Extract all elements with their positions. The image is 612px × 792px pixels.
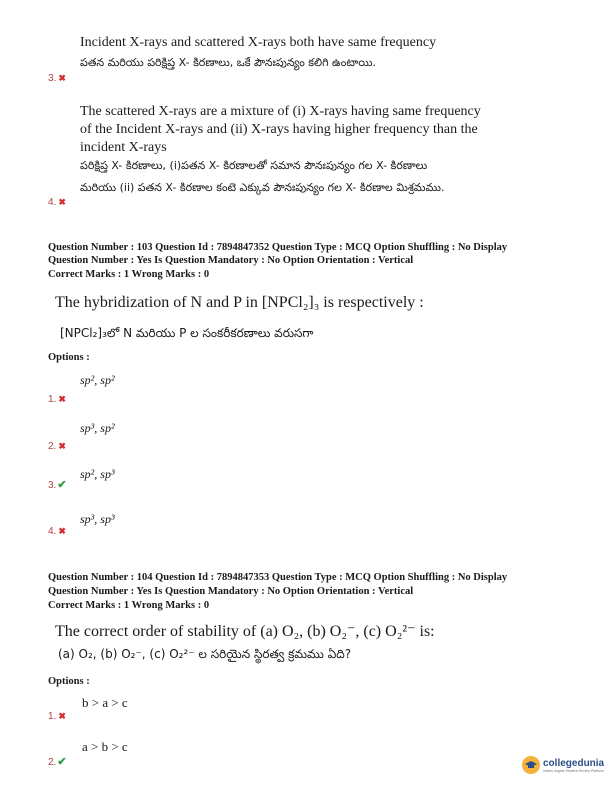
q103-option3-text: sp², sp³ xyxy=(80,467,115,481)
q102-option4-telugu-line1: పరిక్షిప్త X- కిరణాలు, (i)పతన X- కిరణాలతో సమాన పౌనఃపున్యం గల X- కిరణాలు xyxy=(80,159,428,172)
watermark-brand: collegedunia xyxy=(543,757,605,769)
cross-icon: ✖ xyxy=(58,441,66,451)
cross-icon: ✖ xyxy=(58,73,66,83)
check-icon: ✔ xyxy=(57,479,67,491)
q102-option4-english-line2: of the Incident X-rays and (ii) X-rays having higher frequency than the xyxy=(80,122,478,137)
q103-option2-marker xyxy=(48,436,66,454)
q104-option1-text: b > a > c xyxy=(82,695,128,710)
q103-option1-marker xyxy=(48,389,66,407)
q104-options-label: Options : xyxy=(48,676,90,687)
cross-icon: ✖ xyxy=(58,711,66,721)
q104-question-telugu: (a) O₂, (b) O₂⁻, (c) O₂²⁻ ల సరియైన స్థిరత్వ క్రమము ఏది? xyxy=(58,647,352,661)
q103-meta-line1: Question Number : 103 Question Id : 7894847352 Question Type : MCQ Option Shuffling : No Display xyxy=(48,242,508,253)
collegedunia-watermark xyxy=(522,756,604,774)
q103-question-telugu: [NPCl₂]₃లో N మరియు P ల సంకరీకరణాలు వరుసగా xyxy=(60,326,314,340)
check-icon: ✔ xyxy=(57,756,67,768)
cross-icon: ✖ xyxy=(58,394,66,404)
q104-meta-line3: Correct Marks : 1 Wrong Marks : 0 xyxy=(48,600,210,611)
q102-option3-english: Incident X-rays and scattered X-rays both have same frequency xyxy=(80,35,437,50)
q104-option2-text: a > b > c xyxy=(82,739,128,754)
option-number: 3. xyxy=(48,480,57,491)
q103-option2-text: sp³, sp² xyxy=(80,421,115,435)
q104-option1-marker xyxy=(48,706,66,724)
q102-option3-telugu: పతన మరియు పరిక్షిప్త X- కిరణాలు, ఒకే పౌనఃపున్యం కలిగి ఉంటాయి. xyxy=(80,56,377,69)
q103-question-english: The hybridization of N and P in [NPCl₂]₃ is respectively : xyxy=(55,294,424,311)
cross-icon: ✖ xyxy=(58,526,66,536)
q102-option4-english-line1: The scattered X-rays are a mixture of (i) X-rays having same frequency xyxy=(80,104,481,119)
q103-option3-marker xyxy=(48,475,67,493)
option-number: 2. xyxy=(48,757,57,768)
option-number: 1. xyxy=(48,711,57,722)
watermark-tagline: India's largest Student Review Platform xyxy=(543,768,604,773)
cross-icon: ✖ xyxy=(58,197,66,207)
q104-meta-line1: Question Number : 104 Question Id : 7894847353 Question Type : MCQ Option Shuffling : No Display xyxy=(48,572,508,583)
q103-option4-text: sp³, sp³ xyxy=(80,512,115,526)
q103-option1-text: sp², sp² xyxy=(80,373,115,387)
option-number: 1. xyxy=(48,394,57,405)
q103-option4-marker xyxy=(48,521,66,539)
option-number: 4. xyxy=(48,197,57,208)
q104-meta-line2: Question Number : Yes Is Question Mandatory : No Option Orientation : Vertical xyxy=(48,586,414,597)
q104-question-english: The correct order of stability of (a) O₂, (b) O₂⁻, (c) O₂²⁻ is: xyxy=(55,623,435,640)
q103-options-label: Options : xyxy=(48,352,90,363)
q102-option3-marker xyxy=(48,68,66,86)
option-number: 4. xyxy=(48,526,57,537)
option-number: 3. xyxy=(48,73,57,84)
q102-option4-english-line3: incident X-rays xyxy=(80,140,167,155)
graduation-cap-icon xyxy=(522,756,540,774)
q102-option4-marker xyxy=(48,192,66,210)
q104-option2-marker xyxy=(48,752,67,770)
q103-meta-line3: Correct Marks : 1 Wrong Marks : 0 xyxy=(48,269,210,280)
option-number: 2. xyxy=(48,441,57,452)
q102-option4-telugu-line2: మరియు (ii) పతన X- కిరణాల కంటె ఎక్కువ పౌనఃపున్యం గల X- కిరణాల మిశ్రమము. xyxy=(80,181,445,194)
q103-meta-line2: Question Number : Yes Is Question Mandatory : No Option Orientation : Vertical xyxy=(48,255,414,266)
